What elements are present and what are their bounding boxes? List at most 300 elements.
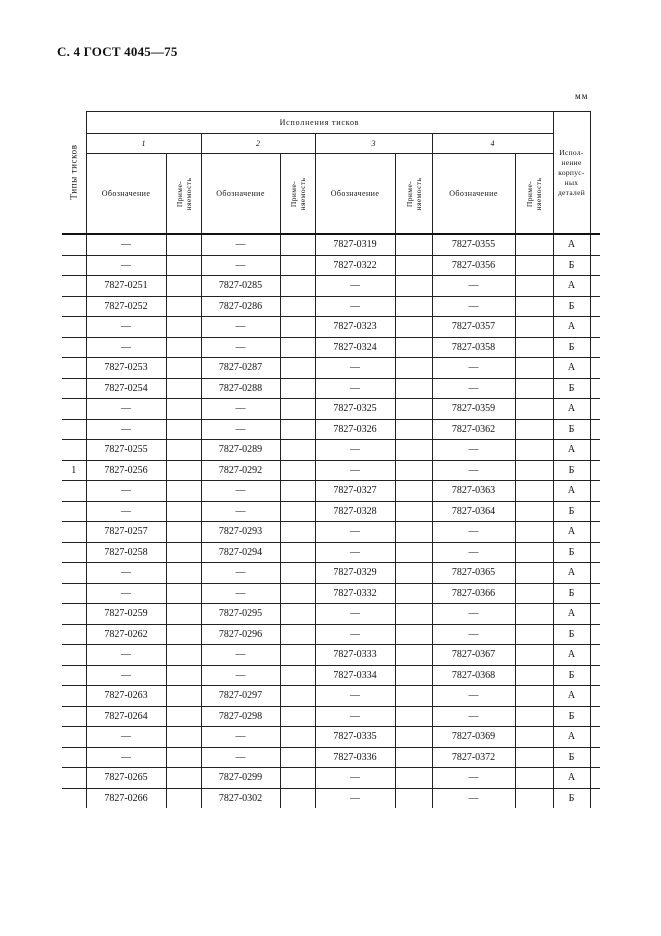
- designation-cell-3: 7827-0323: [315, 317, 395, 338]
- right-margin-cell: [590, 440, 600, 461]
- designation-cell-2: —: [201, 645, 280, 666]
- applicability-cell-2: [280, 419, 315, 440]
- applicability-cell-1: [166, 337, 201, 358]
- designation-cell-1: —: [86, 399, 166, 420]
- body-execution-cell: А: [553, 768, 590, 789]
- applicability-cell-4: [515, 481, 553, 502]
- type-cell: [62, 747, 86, 768]
- type-cell: [62, 522, 86, 543]
- body-execution-cell: А: [553, 399, 590, 420]
- designation-cell-3: —: [315, 542, 395, 563]
- designation-cell-1: 7827-0263: [86, 686, 166, 707]
- applicability-cell-1: [166, 358, 201, 379]
- applicability-cell-2: [280, 460, 315, 481]
- body-execution-cell: А: [553, 276, 590, 297]
- designation-cell-2: —: [201, 665, 280, 686]
- designation-cell-3: —: [315, 768, 395, 789]
- type-cell: [62, 399, 86, 420]
- applicability-cell-2: [280, 542, 315, 563]
- designation-cell-3: 7827-0332: [315, 583, 395, 604]
- applicability-cell-4: [515, 296, 553, 317]
- designation-cell-1: —: [86, 747, 166, 768]
- type-cell: [62, 604, 86, 625]
- applicability-cell-3: [395, 563, 432, 584]
- designation-cell-2: —: [201, 727, 280, 748]
- applicability-cell-4: [515, 624, 553, 645]
- table-row: [62, 255, 600, 276]
- applicability-cell-3: [395, 337, 432, 358]
- applicability-cell-3: [395, 276, 432, 297]
- body-execution-cell: А: [553, 563, 590, 584]
- applicability-cell-3: [395, 255, 432, 276]
- applicability-cell-1: [166, 234, 201, 255]
- designation-cell-2: —: [201, 234, 280, 255]
- applicability-cell-1: [166, 481, 201, 502]
- designation-cell-3: 7827-0335: [315, 727, 395, 748]
- table-row: [62, 337, 600, 358]
- applicability-cell-4: [515, 563, 553, 584]
- page-header: С. 4 ГОСТ 4045—75: [57, 44, 178, 59]
- designation-cell-3: —: [315, 624, 395, 645]
- designation-cell-1: —: [86, 419, 166, 440]
- applicability-cell-1: [166, 501, 201, 522]
- designation-cell-2: —: [201, 419, 280, 440]
- body-execution-cell: Б: [553, 583, 590, 604]
- applicability-cell-2: [280, 358, 315, 379]
- applicability-cell-3: [395, 645, 432, 666]
- table-row: [62, 522, 600, 543]
- designation-cell-4: 7827-0356: [432, 255, 515, 276]
- applicability-cell-1: [166, 419, 201, 440]
- applicability-cell-3: [395, 419, 432, 440]
- designation-cell-1: —: [86, 727, 166, 748]
- group-number-4: 4: [432, 134, 553, 154]
- applicability-cell-2: [280, 706, 315, 727]
- applicability-cell-2: [280, 440, 315, 461]
- designation-cell-4: 7827-0357: [432, 317, 515, 338]
- body-execution-cell: А: [553, 727, 590, 748]
- applicability-cell-4: [515, 419, 553, 440]
- designation-cell-1: 7827-0251: [86, 276, 166, 297]
- designation-cell-2: 7827-0295: [201, 604, 280, 625]
- designation-cell-2: —: [201, 583, 280, 604]
- applicability-cell-3: [395, 624, 432, 645]
- designation-header-2: Обозначение: [201, 154, 280, 235]
- right-margin-cell: [590, 317, 600, 338]
- designation-cell-4: —: [432, 358, 515, 379]
- right-margin-cell: [590, 686, 600, 707]
- designation-cell-4: 7827-0359: [432, 399, 515, 420]
- applicability-cell-1: [166, 747, 201, 768]
- applicability-cell-1: [166, 276, 201, 297]
- designation-cell-2: —: [201, 481, 280, 502]
- type-cell: [62, 788, 86, 808]
- applicability-cell-2: [280, 788, 315, 808]
- applicability-cell-3: [395, 501, 432, 522]
- body-execution-cell: Б: [553, 665, 590, 686]
- designation-cell-3: 7827-0324: [315, 337, 395, 358]
- designation-cell-2: —: [201, 501, 280, 522]
- body-execution-cell: Б: [553, 624, 590, 645]
- applicability-cell-2: [280, 378, 315, 399]
- body-execution-cell: Б: [553, 337, 590, 358]
- designation-cell-3: 7827-0334: [315, 665, 395, 686]
- designation-cell-4: —: [432, 686, 515, 707]
- designation-cell-3: 7827-0328: [315, 501, 395, 522]
- right-margin-cell: [590, 788, 600, 808]
- applicability-cell-1: [166, 604, 201, 625]
- applicability-cell-1: [166, 706, 201, 727]
- type-cell: [62, 727, 86, 748]
- type-cell: [62, 337, 86, 358]
- designation-cell-3: 7827-0319: [315, 234, 395, 255]
- applicability-cell-1: [166, 563, 201, 584]
- designation-cell-2: —: [201, 399, 280, 420]
- designation-cell-2: —: [201, 747, 280, 768]
- table-body: [62, 234, 600, 808]
- body-execution-cell: А: [553, 522, 590, 543]
- applicability-cell-1: [166, 665, 201, 686]
- designation-cell-3: 7827-0325: [315, 399, 395, 420]
- designation-cell-1: 7827-0265: [86, 768, 166, 789]
- applicability-cell-4: [515, 317, 553, 338]
- applicability-cell-1: [166, 645, 201, 666]
- table-row: [62, 686, 600, 707]
- right-margin-cell: [590, 460, 600, 481]
- designation-cell-4: —: [432, 706, 515, 727]
- applicability-cell-3: [395, 542, 432, 563]
- applicability-cell-2: [280, 522, 315, 543]
- right-margin-cell: [590, 399, 600, 420]
- applicability-cell-4: [515, 604, 553, 625]
- designation-cell-2: 7827-0297: [201, 686, 280, 707]
- table-row: [62, 276, 600, 297]
- applicability-cell-1: [166, 460, 201, 481]
- designation-header-3: Обозначение: [315, 154, 395, 235]
- type-cell: [62, 378, 86, 399]
- type-cell: [62, 255, 86, 276]
- table-row: [62, 768, 600, 789]
- designation-cell-1: 7827-0259: [86, 604, 166, 625]
- applicability-cell-3: [395, 604, 432, 625]
- designation-cell-3: 7827-0322: [315, 255, 395, 276]
- designation-cell-3: 7827-0333: [315, 645, 395, 666]
- applicability-cell-2: [280, 747, 315, 768]
- applicability-cell-4: [515, 399, 553, 420]
- right-margin-cell: [590, 727, 600, 748]
- type-cell: [62, 665, 86, 686]
- designation-cell-4: —: [432, 624, 515, 645]
- designation-cell-2: —: [201, 337, 280, 358]
- applicability-cell-1: [166, 768, 201, 789]
- body-execution-cell: Б: [553, 296, 590, 317]
- unit-label: мм: [575, 91, 589, 101]
- designation-cell-4: —: [432, 276, 515, 297]
- table-row: [62, 378, 600, 399]
- designation-cell-1: 7827-0257: [86, 522, 166, 543]
- type-cell: [62, 501, 86, 522]
- designation-cell-1: —: [86, 563, 166, 584]
- body-execution-cell: А: [553, 481, 590, 502]
- type-cell: [62, 645, 86, 666]
- designation-cell-4: 7827-0368: [432, 665, 515, 686]
- applicability-cell-3: [395, 296, 432, 317]
- applicability-cell-3: [395, 583, 432, 604]
- designation-header-4: Обозначение: [432, 154, 515, 235]
- right-margin-cell: [590, 481, 600, 502]
- applicability-cell-3: [395, 788, 432, 808]
- type-cell: [62, 296, 86, 317]
- applicability-cell-4: [515, 768, 553, 789]
- designation-cell-2: 7827-0288: [201, 378, 280, 399]
- designation-cell-2: 7827-0289: [201, 440, 280, 461]
- type-cell: [62, 624, 86, 645]
- right-margin-cell: [590, 522, 600, 543]
- body-execution-cell: А: [553, 604, 590, 625]
- right-margin-cell: [590, 276, 600, 297]
- applicability-cell-4: [515, 727, 553, 748]
- designation-cell-4: —: [432, 768, 515, 789]
- applicability-cell-2: [280, 665, 315, 686]
- designation-cell-4: 7827-0367: [432, 645, 515, 666]
- designation-cell-4: 7827-0364: [432, 501, 515, 522]
- designation-cell-4: 7827-0369: [432, 727, 515, 748]
- applicability-cell-3: [395, 460, 432, 481]
- body-execution-cell: А: [553, 317, 590, 338]
- type-cell: [62, 440, 86, 461]
- applicability-cell-4: [515, 645, 553, 666]
- table-row: [62, 604, 600, 625]
- type-cell: [62, 317, 86, 338]
- applicability-cell-4: [515, 747, 553, 768]
- body-execution-cell: Б: [553, 419, 590, 440]
- table-row: [62, 358, 600, 379]
- applicability-cell-3: [395, 358, 432, 379]
- designation-cell-3: —: [315, 378, 395, 399]
- designation-cell-1: —: [86, 665, 166, 686]
- table-row: [62, 460, 600, 481]
- applicability-cell-1: [166, 624, 201, 645]
- right-margin-cell: [590, 624, 600, 645]
- designation-cell-1: 7827-0258: [86, 542, 166, 563]
- right-margin-cell: [590, 583, 600, 604]
- designation-cell-3: 7827-0326: [315, 419, 395, 440]
- type-cell: [62, 768, 86, 789]
- designation-cell-3: —: [315, 522, 395, 543]
- applicability-cell-3: [395, 399, 432, 420]
- table-row: [62, 706, 600, 727]
- table-row: [62, 234, 600, 255]
- body-execution-cell: А: [553, 645, 590, 666]
- right-margin-cell: [590, 563, 600, 584]
- applicability-cell-4: [515, 358, 553, 379]
- designation-cell-1: 7827-0264: [86, 706, 166, 727]
- applicability-cell-3: [395, 234, 432, 255]
- applicability-cell-2: [280, 645, 315, 666]
- designation-cell-2: 7827-0298: [201, 706, 280, 727]
- applicability-cell-4: [515, 234, 553, 255]
- type-cell: 1: [62, 460, 86, 481]
- designation-cell-1: 7827-0255: [86, 440, 166, 461]
- body-execution-cell: Б: [553, 706, 590, 727]
- designation-cell-4: 7827-0372: [432, 747, 515, 768]
- designation-cell-4: 7827-0358: [432, 337, 515, 358]
- designation-cell-4: —: [432, 522, 515, 543]
- designation-cell-3: —: [315, 788, 395, 808]
- applicability-cell-1: [166, 788, 201, 808]
- applicability-cell-2: [280, 501, 315, 522]
- applicability-header-4: Приме- няемость: [515, 154, 553, 235]
- body-execution-cell: Б: [553, 255, 590, 276]
- body-execution-cell: А: [553, 440, 590, 461]
- body-execution-cell: А: [553, 358, 590, 379]
- applicability-cell-3: [395, 747, 432, 768]
- group-number-1: 1: [86, 134, 201, 154]
- applicability-cell-2: [280, 624, 315, 645]
- designation-cell-2: 7827-0287: [201, 358, 280, 379]
- applicability-header-3: Приме- няемость: [395, 154, 432, 235]
- applicability-cell-2: [280, 727, 315, 748]
- applicability-cell-1: [166, 440, 201, 461]
- designation-cell-1: —: [86, 317, 166, 338]
- applicability-cell-4: [515, 501, 553, 522]
- applicability-cell-1: [166, 727, 201, 748]
- designation-cell-4: —: [432, 542, 515, 563]
- designation-cell-2: 7827-0302: [201, 788, 280, 808]
- body-execution-cell: Б: [553, 542, 590, 563]
- applicability-cell-2: [280, 317, 315, 338]
- applicability-cell-1: [166, 255, 201, 276]
- table-row: [62, 747, 600, 768]
- applicability-cell-2: [280, 255, 315, 276]
- right-margin-cell: [590, 665, 600, 686]
- designation-cell-2: 7827-0299: [201, 768, 280, 789]
- right-margin-cell: [590, 768, 600, 789]
- designation-cell-4: —: [432, 296, 515, 317]
- type-cell: [62, 419, 86, 440]
- body-execution-cell: Б: [553, 460, 590, 481]
- table-row: [62, 296, 600, 317]
- designation-cell-3: —: [315, 358, 395, 379]
- designation-cell-1: 7827-0266: [86, 788, 166, 808]
- right-margin-cell: [590, 604, 600, 625]
- applicability-cell-4: [515, 788, 553, 808]
- right-margin-cell: [590, 645, 600, 666]
- applicability-cell-2: [280, 481, 315, 502]
- table-row: [62, 665, 600, 686]
- table-row: [62, 317, 600, 338]
- applicability-cell-2: [280, 296, 315, 317]
- applicability-cell-3: [395, 522, 432, 543]
- designation-cell-2: 7827-0294: [201, 542, 280, 563]
- designation-cell-4: 7827-0363: [432, 481, 515, 502]
- table-row: [62, 624, 600, 645]
- designation-cell-4: —: [432, 378, 515, 399]
- right-margin-cell: [590, 419, 600, 440]
- designation-cell-4: —: [432, 440, 515, 461]
- applicability-cell-3: [395, 768, 432, 789]
- applicability-cell-3: [395, 686, 432, 707]
- designation-cell-4: 7827-0355: [432, 234, 515, 255]
- designation-cell-1: 7827-0252: [86, 296, 166, 317]
- right-margin-cell: [590, 337, 600, 358]
- applicability-cell-3: [395, 727, 432, 748]
- designation-cell-1: 7827-0256: [86, 460, 166, 481]
- type-cell: [62, 358, 86, 379]
- applicability-header-1: Приме- няемость: [166, 154, 201, 235]
- applicability-cell-2: [280, 276, 315, 297]
- applicability-cell-4: [515, 378, 553, 399]
- designation-cell-4: —: [432, 460, 515, 481]
- right-margin-cell: [590, 747, 600, 768]
- applicability-cell-2: [280, 234, 315, 255]
- designation-cell-3: 7827-0329: [315, 563, 395, 584]
- right-margin-cell: [590, 234, 600, 255]
- body-execution-cell: Б: [553, 788, 590, 808]
- applicability-cell-2: [280, 604, 315, 625]
- right-margin-cell: [590, 378, 600, 399]
- right-margin-cell: [590, 358, 600, 379]
- applicability-cell-1: [166, 686, 201, 707]
- designation-cell-1: 7827-0262: [86, 624, 166, 645]
- table-row: [62, 419, 600, 440]
- designation-cell-2: 7827-0286: [201, 296, 280, 317]
- designation-cell-4: —: [432, 604, 515, 625]
- applicability-cell-1: [166, 522, 201, 543]
- applicability-cell-4: [515, 542, 553, 563]
- designation-cell-2: 7827-0293: [201, 522, 280, 543]
- designation-cell-2: 7827-0296: [201, 624, 280, 645]
- designation-cell-4: —: [432, 788, 515, 808]
- body-execution-cell: Б: [553, 378, 590, 399]
- applicability-cell-2: [280, 563, 315, 584]
- type-cell: [62, 706, 86, 727]
- applicability-cell-4: [515, 686, 553, 707]
- designation-cell-1: 7827-0253: [86, 358, 166, 379]
- table-row: [62, 399, 600, 420]
- table-row: [62, 645, 600, 666]
- applicability-cell-2: [280, 337, 315, 358]
- designation-cell-4: 7827-0362: [432, 419, 515, 440]
- types-header: Типы тисков: [62, 112, 86, 235]
- applicability-cell-4: [515, 440, 553, 461]
- specification-table: [62, 111, 600, 808]
- designation-cell-3: —: [315, 440, 395, 461]
- designation-cell-3: —: [315, 296, 395, 317]
- designation-cell-1: —: [86, 583, 166, 604]
- designation-cell-2: —: [201, 255, 280, 276]
- right-margin-cell: [590, 255, 600, 276]
- applicability-cell-3: [395, 440, 432, 461]
- applicability-cell-1: [166, 542, 201, 563]
- designation-cell-1: —: [86, 501, 166, 522]
- designation-cell-1: 7827-0254: [86, 378, 166, 399]
- applicability-cell-4: [515, 522, 553, 543]
- designation-cell-2: —: [201, 563, 280, 584]
- table-row: [62, 481, 600, 502]
- group-number-3: 3: [315, 134, 432, 154]
- right-margin-cell: [590, 706, 600, 727]
- type-cell: [62, 583, 86, 604]
- table-row: [62, 583, 600, 604]
- applicability-header-2: Приме- няемость: [280, 154, 315, 235]
- designation-cell-2: 7827-0285: [201, 276, 280, 297]
- type-cell: [62, 563, 86, 584]
- designation-cell-3: —: [315, 460, 395, 481]
- applicability-cell-1: [166, 296, 201, 317]
- type-cell: [62, 686, 86, 707]
- body-execution-cell: А: [553, 234, 590, 255]
